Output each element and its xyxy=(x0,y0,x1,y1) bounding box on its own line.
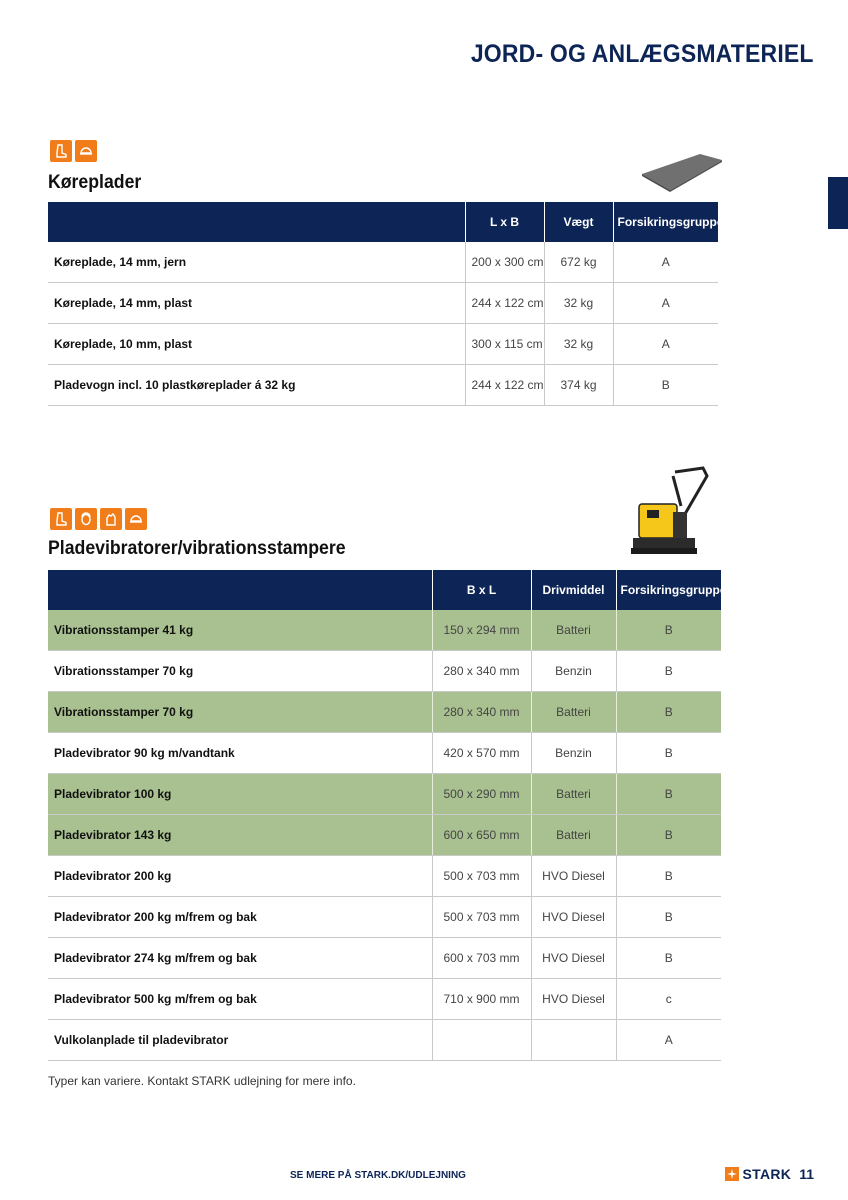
table-row xyxy=(48,365,718,406)
product-size: 600 x 703 mm xyxy=(432,938,531,979)
table-row xyxy=(48,610,721,651)
koreplader-table xyxy=(48,202,724,406)
table-row xyxy=(48,283,718,324)
product-fuel: Benzin xyxy=(531,651,616,692)
column-header-name xyxy=(48,202,465,242)
product-size: 280 x 340 mm xyxy=(432,692,531,733)
helmet-icon xyxy=(125,508,147,530)
pladevibratorer-table xyxy=(48,570,727,1061)
boot-icon xyxy=(50,140,72,162)
boot-icon xyxy=(50,508,72,530)
insurance-group: B xyxy=(616,938,721,979)
insurance-group: A xyxy=(613,283,718,324)
table-row xyxy=(48,692,721,733)
table-header-row xyxy=(48,570,721,610)
table-row xyxy=(48,897,721,938)
product-name: Pladevibrator 143 kg xyxy=(48,815,432,856)
product-fuel: HVO Diesel xyxy=(531,938,616,979)
product-size: 300 x 115 cm xyxy=(465,324,544,365)
product-name: Pladevibrator 500 kg m/frem og bak xyxy=(48,979,432,1020)
product-size xyxy=(432,1020,531,1061)
product-fuel: HVO Diesel xyxy=(531,979,616,1020)
product-weight: 32 kg xyxy=(544,283,613,324)
glove-icon xyxy=(100,508,122,530)
product-name: Pladevogn incl. 10 plastkøreplader á 32 kg xyxy=(48,365,465,406)
table-row xyxy=(48,815,721,856)
product-name: Vibrationsstamper 41 kg xyxy=(48,610,432,651)
insurance-group: B xyxy=(616,733,721,774)
product-size: 420 x 570 mm xyxy=(432,733,531,774)
insurance-group: A xyxy=(613,324,718,365)
insurance-group: A xyxy=(616,1020,721,1061)
insurance-group: B xyxy=(616,815,721,856)
safety-icons-pladevibratorer xyxy=(50,508,147,530)
product-name: Køreplade, 14 mm, plast xyxy=(48,283,465,324)
insurance-group: B xyxy=(616,897,721,938)
product-size: 500 x 290 mm xyxy=(432,774,531,815)
product-size: 500 x 703 mm xyxy=(432,856,531,897)
insurance-group: B xyxy=(616,651,721,692)
product-size: 150 x 294 mm xyxy=(432,610,531,651)
product-fuel: Batteri xyxy=(531,774,616,815)
road-plate-image xyxy=(640,150,724,192)
table-row xyxy=(48,733,721,774)
page-title: JORD- OG ANLÆGSMATERIEL xyxy=(471,40,814,68)
product-size: 710 x 900 mm xyxy=(432,979,531,1020)
column-header-name xyxy=(48,570,432,610)
product-size: 244 x 122 cm xyxy=(465,283,544,324)
insurance-group: B xyxy=(613,365,718,406)
product-name: Pladevibrator 274 kg m/frem og bak xyxy=(48,938,432,979)
product-name: Pladevibrator 100 kg xyxy=(48,774,432,815)
plate-compactor-image xyxy=(625,466,711,562)
column-header-fuel: Drivmiddel xyxy=(531,570,616,610)
brand-name: STARK xyxy=(742,1166,792,1182)
product-fuel: HVO Diesel xyxy=(531,856,616,897)
insurance-group: c xyxy=(616,979,721,1020)
product-weight: 32 kg xyxy=(544,324,613,365)
table-row xyxy=(48,856,721,897)
safety-icons-koreplader xyxy=(50,140,97,162)
table-row xyxy=(48,938,721,979)
product-size: 500 x 703 mm xyxy=(432,897,531,938)
product-name: Vulkolanplade til pladevibrator xyxy=(48,1020,432,1061)
product-fuel xyxy=(531,1020,616,1061)
table-row xyxy=(48,979,721,1020)
product-size: 200 x 300 cm xyxy=(465,242,544,283)
product-fuel: Batteri xyxy=(531,610,616,651)
insurance-group: B xyxy=(616,774,721,815)
ear-protection-icon xyxy=(75,508,97,530)
product-size: 244 x 122 cm xyxy=(465,365,544,406)
footnote: Typer kan variere. Kontakt STARK udlejning for mere info. xyxy=(48,1074,356,1088)
product-size: 600 x 650 mm xyxy=(432,815,531,856)
page-number: 11 xyxy=(799,1166,814,1182)
product-name: Køreplade, 14 mm, jern xyxy=(48,242,465,283)
product-fuel: Batteri xyxy=(531,815,616,856)
column-header-size: B x L xyxy=(432,570,531,610)
insurance-group: A xyxy=(613,242,718,283)
table-row xyxy=(48,651,721,692)
product-name: Vibrationsstamper 70 kg xyxy=(48,651,432,692)
helmet-icon xyxy=(75,140,97,162)
table-header-row xyxy=(48,202,718,242)
column-header-weight: Vægt xyxy=(544,202,613,242)
table-row xyxy=(48,1020,721,1061)
brand-footer xyxy=(725,1166,815,1182)
section-title-pladevibratorer: Pladevibratorer/vibrationsstampere xyxy=(48,538,346,559)
stark-logo-icon xyxy=(725,1167,739,1181)
product-weight: 374 kg xyxy=(544,365,613,406)
product-name: Pladevibrator 200 kg xyxy=(48,856,432,897)
section-tab-marker xyxy=(828,177,848,229)
footer-link[interactable]: SE MERE PÅ STARK.DK/UDLEJNING xyxy=(290,1170,466,1181)
section-title-koreplader: Køreplader xyxy=(48,172,142,193)
product-fuel: Benzin xyxy=(531,733,616,774)
table-row xyxy=(48,324,718,365)
product-fuel: Batteri xyxy=(531,692,616,733)
product-weight: 672 kg xyxy=(544,242,613,283)
insurance-group: B xyxy=(616,856,721,897)
product-size: 280 x 340 mm xyxy=(432,651,531,692)
product-name: Pladevibrator 90 kg m/vandtank xyxy=(48,733,432,774)
product-name: Køreplade, 10 mm, plast xyxy=(48,324,465,365)
product-fuel: HVO Diesel xyxy=(531,897,616,938)
table-row xyxy=(48,774,721,815)
table-row xyxy=(48,242,718,283)
column-header-insurance-group: Forsikringsgruppe xyxy=(616,570,721,610)
column-header-size: L x B xyxy=(465,202,544,242)
insurance-group: B xyxy=(616,610,721,651)
column-header-insurance-group: Forsikringsgruppe xyxy=(613,202,718,242)
product-name: Vibrationsstamper 70 kg xyxy=(48,692,432,733)
product-name: Pladevibrator 200 kg m/frem og bak xyxy=(48,897,432,938)
insurance-group: B xyxy=(616,692,721,733)
